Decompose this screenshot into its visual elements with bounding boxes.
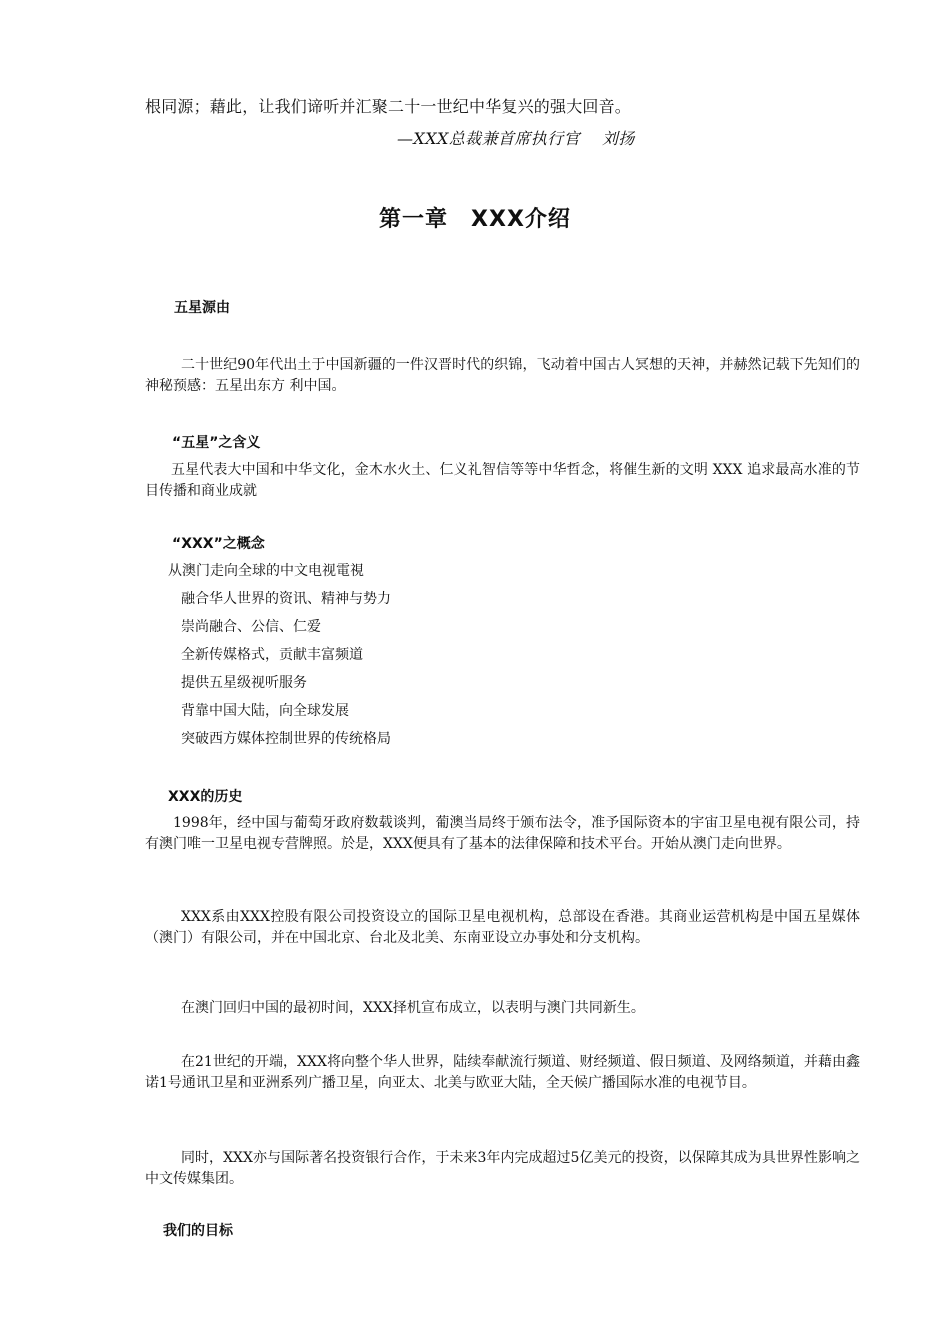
list-item: 融合华人世界的资讯、精神与势力 (181, 591, 391, 607)
history-paragraph-1: 1998年，经中国与葡萄牙政府数载谈判，葡澳当局终于颁布法令，准予国际资本的宇宙卫星电视有限公司，持有澳门唯一卫星电视专营牌照。於是，XXX便具有了基本的法律保障和技术平台。开始从澳门走向世界。 (145, 815, 860, 852)
list-item: 突破西方媒体控制世界的传统格局 (181, 731, 391, 747)
history-paragraph-2: XXX系由XXX控股有限公司投资设立的国际卫星电视机构，总部设在香港。其商业运营机构是中国五星媒体（澳门）有限公司，并在中国北京、台北及北美、东南亚设立办事处和分支机构。 (145, 909, 860, 946)
history-paragraph-4: 在21世纪的开端，XXX将向整个华人世界，陆续奉献流行频道、财经频道、假日频道、及网络频道，并藉由鑫诺1号通讯卫星和亚洲系列广播卫星，向亚太、北美与欧亚大陆，全天候广播国际水准的电视节目。 (145, 1054, 860, 1091)
origin-paragraph: 二十世纪90年代出土于中国新疆的一件汉晋时代的织锦，飞动着中国古人冥想的天神，并赫然记载下先知们的神秘预感：五星出东方 利中国。 (145, 357, 860, 394)
list-item: 提供五星级视听服务 (181, 675, 307, 691)
chapter-title: 第一章 XXX介绍 (379, 207, 571, 232)
section-heading-concept: “XXX”之概念 (172, 536, 265, 552)
history-paragraph-3: 在澳门回归中国的最初时间，XXX择机宣布成立，以表明与澳门共同新生。 (181, 1000, 645, 1016)
list-item: 崇尚融合、公信、仁爱 (181, 619, 321, 635)
section-heading-meaning: “五星”之含义 (172, 435, 261, 451)
meaning-paragraph: 五星代表大中国和中华文化，金木水火土、仁义礼智信等等中华哲念，将催生新的文明 XXX 追求最高水准的节目传播和商业成就 (145, 462, 860, 499)
section-heading-origin: 五星源由 (174, 300, 230, 316)
section-heading-goals: 我们的目标 (163, 1223, 233, 1239)
list-item: 全新传媒格式，贡献丰富频道 (181, 647, 363, 663)
section-heading-history: XXX的历史 (168, 789, 243, 805)
list-item: 背靠中国大陆，向全球发展 (181, 703, 349, 719)
intro-closing-line: 根同源；藉此，让我们谛听并汇聚二十一世纪中华复兴的强大回音。 (145, 97, 632, 116)
intro-signature: —XXX总裁兼首席执行官 刘扬 (397, 129, 635, 148)
history-paragraph-5: 同时，XXX亦与国际著名投资银行合作，于未来3年内完成超过5亿美元的投资，以保障其成为具世界性影响之中文传媒集团。 (145, 1150, 860, 1187)
concept-lead: 从澳门走向全球的中文电视電視 (168, 563, 364, 579)
